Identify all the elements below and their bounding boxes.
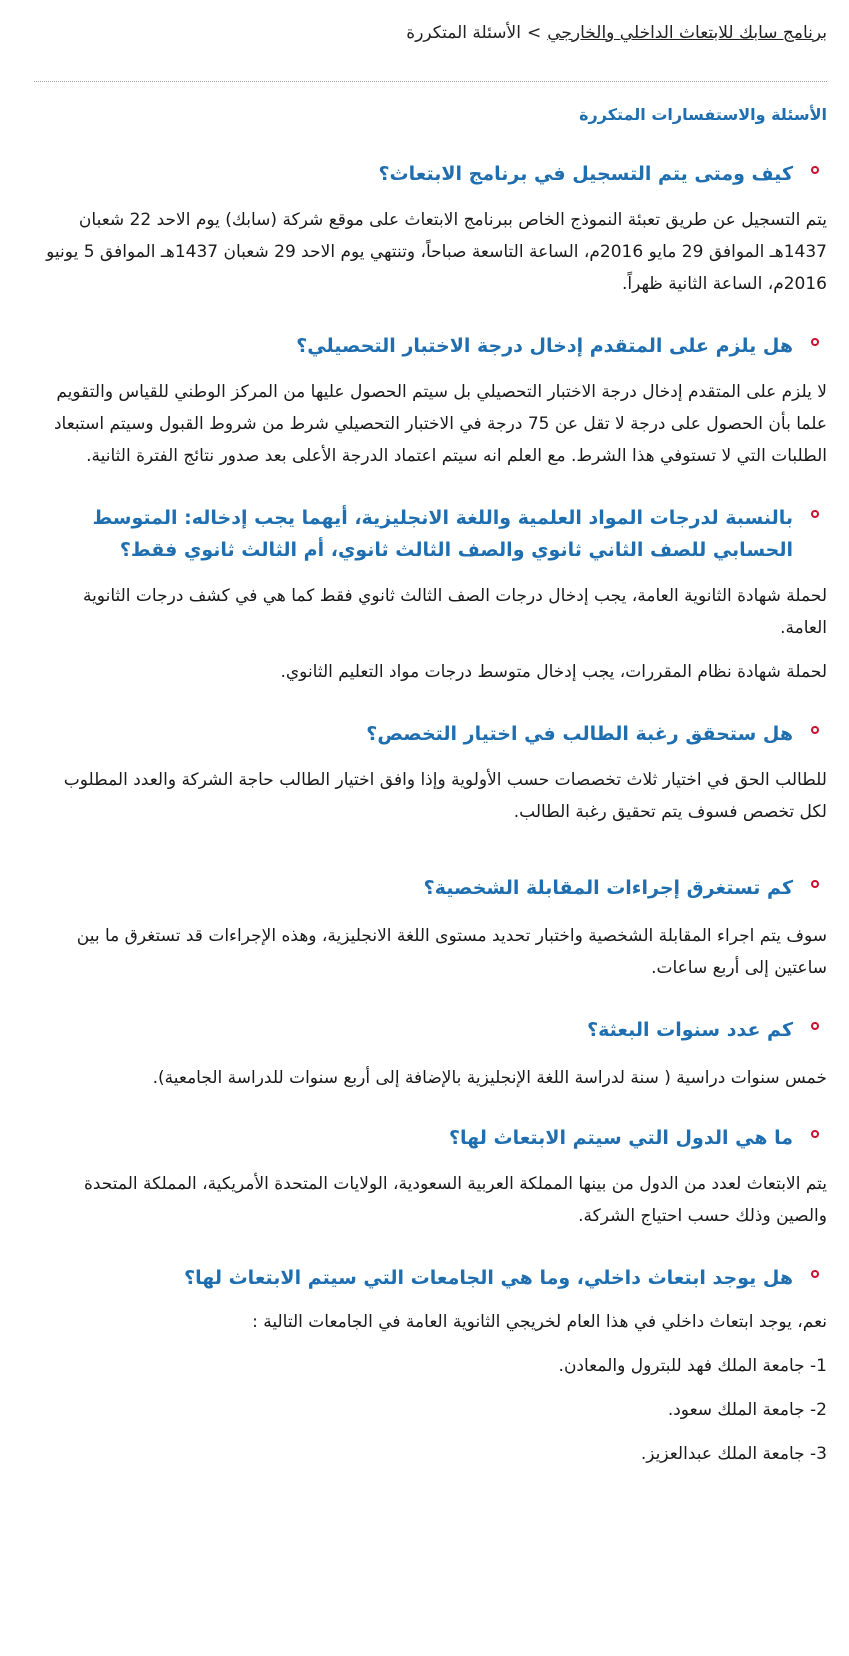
faq-question-text: كم عدد سنوات البعثة؟ bbox=[587, 1019, 793, 1041]
breadcrumb-separator: > bbox=[526, 23, 542, 43]
faq-answer: لحملة شهادة الثانوية العامة، يجب إدخال درجات الصف الثالث ثانوي فقط كما هي في كشف درجات الثانوية العامة. bbox=[82, 586, 827, 638]
faq-item bbox=[34, 330, 827, 472]
faq-item bbox=[34, 1014, 827, 1094]
faq-answer: يتم الابتعاث لعدد من الدول من بينها المملكة العربية السعودية، الولايات المتحدة الأمريكية، المملكة المتحدة والصين وذلك حسب احتياج الشركة. bbox=[83, 1174, 827, 1226]
faq-question-text: ما هي الدول التي سيتم الابتعاث لها؟ bbox=[449, 1127, 793, 1149]
bullet-icon bbox=[811, 510, 819, 518]
faq-question bbox=[34, 872, 827, 904]
faq-answer: خمس سنوات دراسية ( سنة لدراسة اللغة الإنجليزية بالإضافة إلى أربع سنوات للدراسة الجامعية). bbox=[152, 1068, 827, 1088]
faq-answer: يتم التسجيل عن طريق تعبئة النموذج الخاص ببرنامج الابتعاث على موقع شركة (سابك) يوم الاحد 22 شعبان 1437هـ الموافق 29 مايو 2016م، الساعة التاسعة صباحاً، وتنتهي يوم الاحد 29 شعبان 1437هـ الموافق 5 يونيو 2016م، الساعة الثانية ظهراً. bbox=[46, 210, 827, 294]
bullet-icon bbox=[811, 166, 819, 174]
faq-answer: لحملة شهادة نظام المقررات، يجب إدخال متوسط درجات مواد التعليم الثانوي. bbox=[280, 662, 827, 682]
faq-question-text: هل يلزم على المتقدم إدخال درجة الاختبار التحصيلي؟ bbox=[296, 335, 793, 357]
bullet-icon bbox=[811, 1022, 819, 1030]
faq-question-text: هل ستحقق رغبة الطالب في اختيار التخصص؟ bbox=[366, 723, 793, 745]
faq-answer: لا يلزم على المتقدم إدخال درجة الاختبار التحصيلي بل سيتم الحصول عليها من المركز الوطني للقياس والتقويم علما بأن الحصول على درجة لا تقل عن 75 درجة في الاختبار التحصيلي شرط من شروط القبول وسيتم استبعاد الطلبات التي لا تستوفي هذا الشرط. مع العلم انه سيتم اعتماد الدرجة الأعلى بعد صدور نتائج الفترة الثانية. bbox=[53, 382, 827, 466]
faq-answer: سوف يتم اجراء المقابلة الشخصية واختبار تحديد مستوى اللغة الانجليزية، وهذه الإجراءات قد تستغرق ما بين ساعتين إلى أربع ساعات. bbox=[76, 926, 827, 978]
faq-answer: نعم، يوجد ابتعاث داخلي في هذا العام لخريجي الثانوية العامة في الجامعات التالية : bbox=[252, 1312, 827, 1332]
bullet-icon bbox=[811, 880, 819, 888]
faq-item bbox=[34, 1262, 827, 1470]
faq-question bbox=[34, 158, 827, 190]
faq-item bbox=[34, 872, 827, 984]
faq-question bbox=[34, 502, 827, 566]
faq-question bbox=[34, 1122, 827, 1154]
faq-question bbox=[34, 718, 827, 750]
faq-list-item: 1- جامعة الملك فهد للبترول والمعادن. bbox=[558, 1356, 827, 1376]
faq-question bbox=[34, 330, 827, 362]
bullet-icon bbox=[811, 726, 819, 734]
page-title: الأسئلة والاستفسارات المتكررة bbox=[579, 105, 827, 124]
faq-list-item: 3- جامعة الملك عبدالعزيز. bbox=[640, 1444, 827, 1464]
faq-item bbox=[34, 158, 827, 300]
bullet-icon bbox=[811, 1270, 819, 1278]
faq-item bbox=[34, 718, 827, 828]
faq-question bbox=[34, 1014, 827, 1046]
faq-item bbox=[34, 1122, 827, 1232]
breadcrumb bbox=[34, 0, 827, 54]
faq-list-item: 2- جامعة الملك سعود. bbox=[667, 1400, 827, 1420]
faq-answer: للطالب الحق في اختيار ثلاث تخصصات حسب الأولوية وإذا وافق اختيار الطالب حاجة الشركة والعدد المطلوب لكل تخصص فسوف يتم تحقيق رغبة الطالب. bbox=[63, 770, 827, 822]
faq-question-text: كم تستغرق إجراءات المقابلة الشخصية؟ bbox=[423, 877, 793, 899]
faq-question-text: بالنسبة لدرجات المواد العلمية واللغة الانجليزية، أيهما يجب إدخاله: المتوسط الحسابي للصف الثاني ثانوي والصف الثالث ثانوي، أم الثالث ثانوي فقط؟ bbox=[92, 507, 793, 561]
faq-item bbox=[34, 502, 827, 688]
faq-question-text: هل يوجد ابتعاث داخلي، وما هي الجامعات التي سيتم الابتعاث لها؟ bbox=[184, 1267, 793, 1289]
bullet-icon bbox=[811, 1130, 819, 1138]
faq-question bbox=[34, 1262, 827, 1294]
faq-list bbox=[34, 158, 827, 1470]
dotted-divider bbox=[34, 81, 827, 82]
bullet-icon bbox=[811, 338, 819, 346]
breadcrumb-link-program[interactable]: برنامج سابك للابتعاث الداخلي والخارجي bbox=[547, 23, 827, 43]
breadcrumb-current: الأسئلة المتكررة bbox=[406, 23, 521, 43]
faq-question-text: كيف ومتى يتم التسجيل في برنامج الابتعاث؟ bbox=[378, 163, 793, 185]
